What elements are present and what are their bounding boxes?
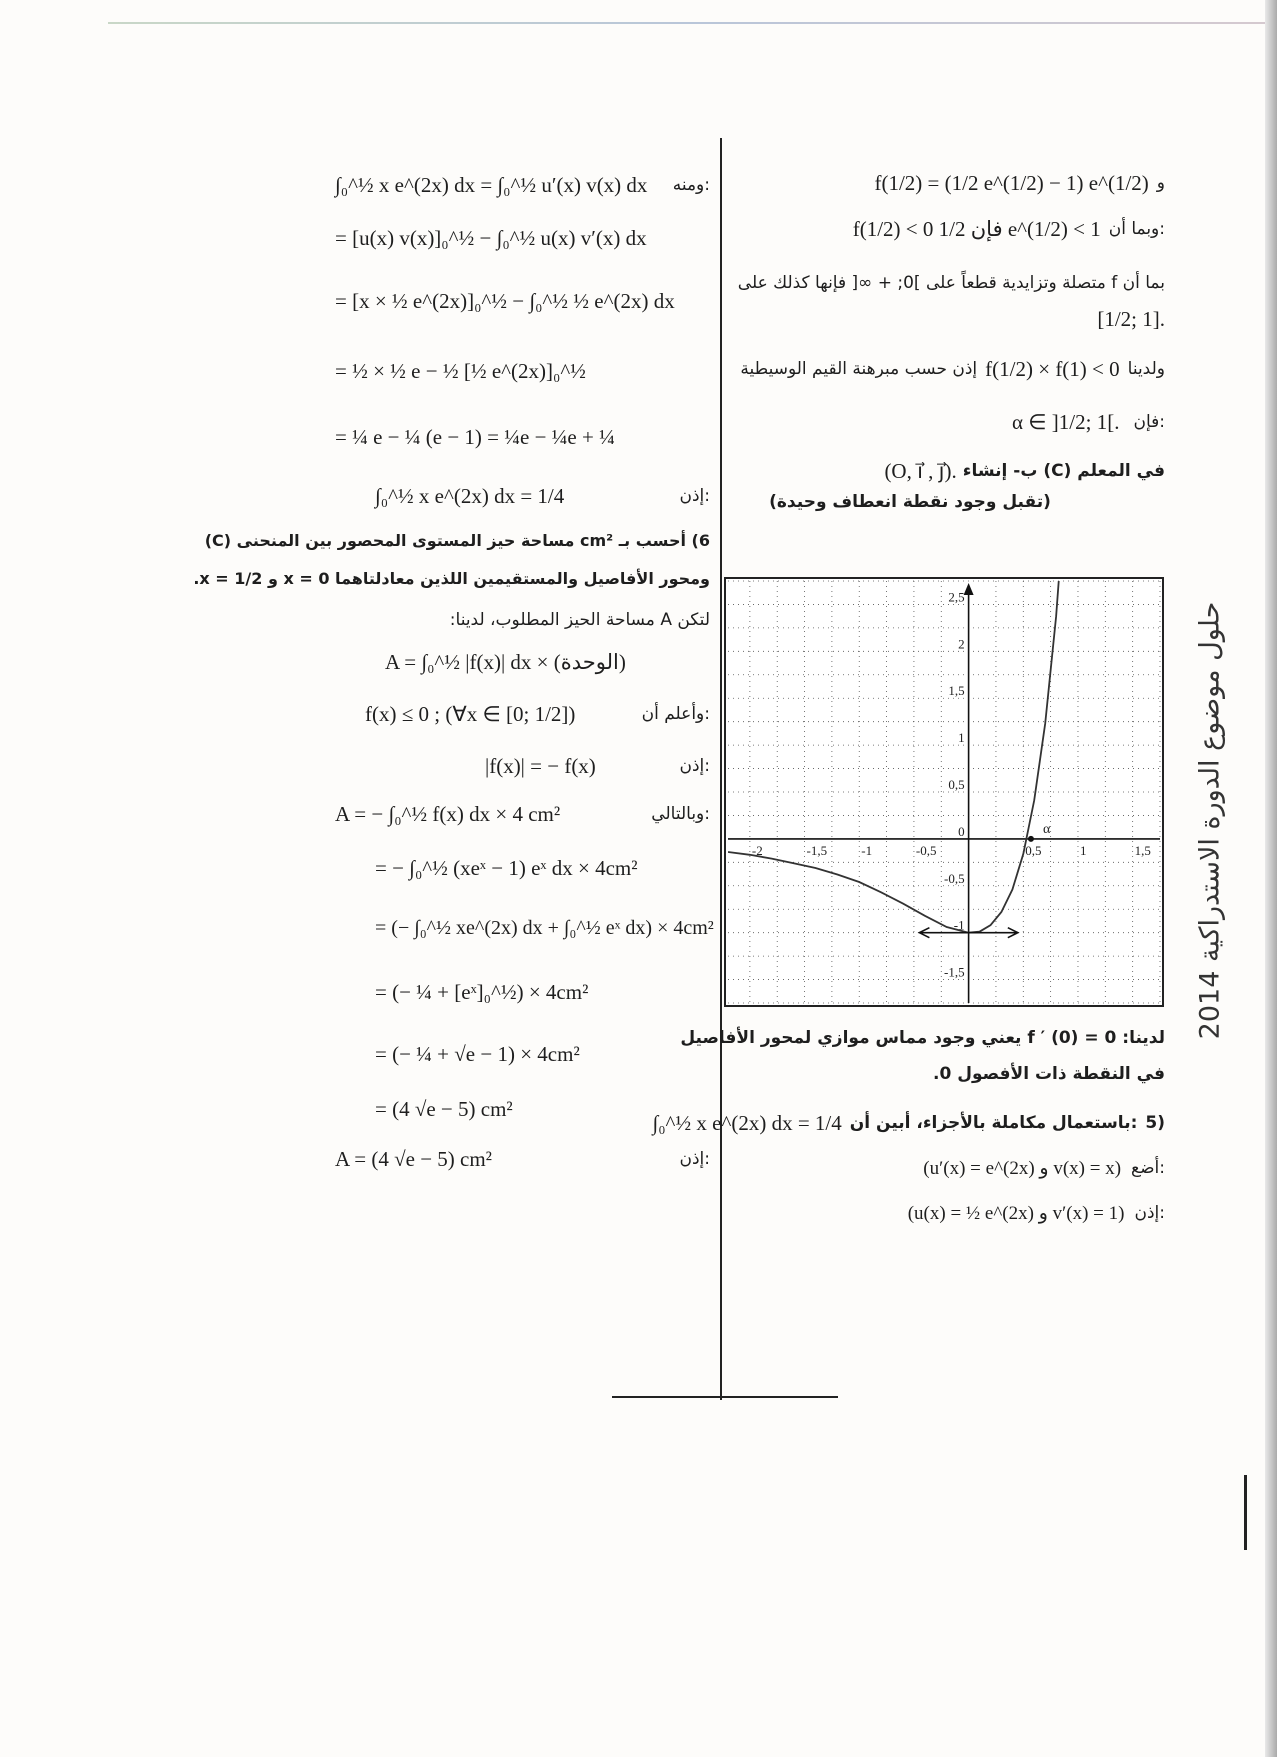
ibp-result	[335, 468, 710, 524]
question-6-line-2: ومحور الأفاصيل والمستقيمين اللذين معادلتاهما x = 0 و x = 1/2.	[193, 569, 710, 588]
let-area-text: لتكن A مساحة الحيز المطلوب، لدينا:	[449, 610, 710, 630]
area-line-2: = − ∫₀^½ (xeˣ − 1) eˣ dx × 4cm²	[375, 856, 638, 880]
line-2	[735, 206, 1165, 252]
y-tick-label: -1,5	[944, 964, 965, 980]
y-tick-label: -0,5	[944, 870, 965, 886]
text-fragment: إذن حسب مبرهنة القيم الوسيطية	[740, 359, 978, 379]
right-column	[735, 160, 1165, 516]
page-edge-shadow	[1265, 0, 1277, 1757]
ibp-line-5: = ¼ e − ¼ (e − 1) = ¼e − ¼e + ¼	[335, 425, 615, 449]
setup-line	[735, 1148, 1165, 1188]
x-tick-label: -1,5	[806, 842, 828, 858]
text-fragment: أضع:	[1131, 1158, 1165, 1178]
math-expression: ∫₀^½ x e^(2x) dx = 1/4	[375, 483, 565, 508]
y-tick-label: 1,5	[948, 683, 965, 699]
text-fragment: ولدينا	[1127, 359, 1165, 379]
math-expression: f(1/2) × f(1) < 0	[985, 356, 1120, 381]
area-line-1	[335, 788, 710, 840]
text-fragment: إذن:	[679, 486, 710, 506]
y-tick-label: -1	[953, 917, 965, 933]
continuity-statement: بما أن f متصلة وتزايدية قطعاً على ]0; + ∞[ فإنها كذلك على	[737, 273, 1165, 293]
text-fragment: وبما أن:	[1108, 219, 1165, 239]
math-expression: (u(x) = ½ e^(2x) و v′(x) = 1)	[907, 1202, 1125, 1224]
area-line-3: = (− ∫₀^½ xe^(2x) dx + ∫₀^½ eˣ dx) × 4cm²	[375, 917, 714, 939]
y-tick-label: 2,5	[948, 589, 965, 605]
text-fragment: إذن:	[1134, 1203, 1165, 1223]
alpha-label: α	[1042, 821, 1051, 837]
question-6-line-1: 6) أحسب بـ cm² مساحة حيز المستوى المحصور بين المنحنى (C)	[204, 531, 710, 550]
ibp-line-4: = ½ × ½ e − ½ [½ e^(2x)]₀^½	[335, 359, 586, 383]
math-expression: (u′(x) = e^(2x) و v(x) = x)	[923, 1157, 1122, 1179]
ibp-line-3: = [x × ½ e^(2x)]₀^½ − ∫₀^½ ½ e^(2x) dx	[335, 289, 675, 313]
math-expression: (O, i⃗ , j⃗).	[884, 458, 957, 483]
text-fragment: و	[1156, 173, 1165, 193]
column-divider	[720, 138, 722, 1400]
graph-svg	[724, 577, 1164, 1007]
derived-line	[735, 1188, 1165, 1238]
y-tick-label: 2	[958, 636, 965, 652]
line-1	[735, 160, 1165, 206]
area-line-6: = (4 √e − 5) cm²	[375, 1097, 513, 1121]
ivt-line	[735, 350, 1165, 388]
math-expression: f(x) ≤ 0 ; (∀x ∈ [0; 1/2])	[365, 701, 576, 726]
side-title-text: حلول موضوع الدورة الاستدراكية 2014	[1194, 601, 1226, 1039]
alpha-line	[735, 402, 1165, 442]
y-tick-label: 0,5	[948, 777, 965, 792]
x-tick-label: -1	[861, 842, 873, 858]
math-expression: α ∈ ]1/2; 1[.	[1012, 409, 1120, 434]
alpha-point	[1028, 836, 1034, 842]
ibp-line-1	[335, 160, 710, 210]
area-line-4: = (− ¼ + [eˣ]₀^½) × 4cm²	[375, 980, 589, 1004]
text-fragment: إذن:	[679, 1149, 710, 1169]
math-expression: f(1/2) < 0 فإن 1/2 e^(1/2) < 1	[852, 216, 1101, 241]
side-title	[1180, 560, 1240, 1080]
area-definition: A = ∫₀^½ |f(x)| dx × (الوحدة)	[385, 650, 626, 674]
ibp-line-2: = [u(x) v(x)]₀^½ − ∫₀^½ u(x) v′(x) dx	[335, 226, 647, 250]
x-tick-label: -2	[751, 842, 763, 858]
part-b-note: (تقبل وجود نقطة انعطاف وحيدة)	[769, 492, 1051, 512]
margin-mark	[1244, 1475, 1247, 1550]
area-line-5: = (− ¼ + √e − 1) × 4cm²	[375, 1042, 580, 1066]
question-number: 5)	[1145, 1113, 1165, 1133]
section-heading: ب- إنشاء (C) في المعلم	[962, 461, 1165, 481]
function-graph	[724, 577, 1164, 1007]
math-expression: A = (4 √e − 5) cm²	[335, 1146, 492, 1171]
top-rule	[108, 22, 1268, 24]
bottom-rule	[612, 1396, 838, 1398]
abs-line	[335, 744, 710, 788]
text-fragment: ومنه:	[672, 175, 710, 195]
math-expression: |f(x)| = − f(x)	[485, 753, 596, 778]
sign-line	[335, 684, 710, 744]
tangent-statement-2: في النقطة ذات الأفصول 0.	[933, 1064, 1165, 1084]
math-expression: f(1/2) = (1/2 e^(1/2) − 1) e^(1/2)	[874, 170, 1149, 195]
x-tick-label: 0,5	[1025, 842, 1042, 858]
x-tick-label: 1,5	[1134, 842, 1151, 858]
text-fragment: فإن:	[1133, 412, 1165, 432]
math-expression: ∫₀^½ x e^(2x) dx = ∫₀^½ u′(x) v(x) dx	[335, 172, 648, 197]
left-column	[193, 160, 714, 1184]
x-tick-label: 1	[1079, 842, 1087, 858]
y-tick-label: 1	[958, 730, 965, 746]
math-expression: A = − ∫₀^½ f(x) dx × 4 cm²	[335, 801, 561, 826]
y-tick-label: 0	[958, 823, 965, 839]
math-expression: ∫₀^½ x e^(2x) dx = 1/4	[652, 1110, 842, 1135]
interval-line: [1/2; 1].	[1097, 307, 1165, 331]
final-answer	[335, 1134, 710, 1184]
text-fragment: إذن:	[679, 756, 710, 776]
question-5	[652, 1100, 1165, 1146]
tangent-statement: لدينا: f ′ (0) = 0 يعني وجود مماس موازي لمحور الأفاصيل	[680, 1028, 1165, 1048]
x-tick-label: -0,5	[915, 842, 937, 858]
text-fragment: وأعلم أن:	[641, 704, 710, 724]
part-b-title	[735, 454, 1165, 488]
right-column-bottom	[652, 1020, 1165, 1238]
text-fragment: وبالتالي:	[651, 804, 710, 824]
question-text: باستعمال مكاملة بالأجزاء، أبين أن:	[849, 1113, 1138, 1133]
